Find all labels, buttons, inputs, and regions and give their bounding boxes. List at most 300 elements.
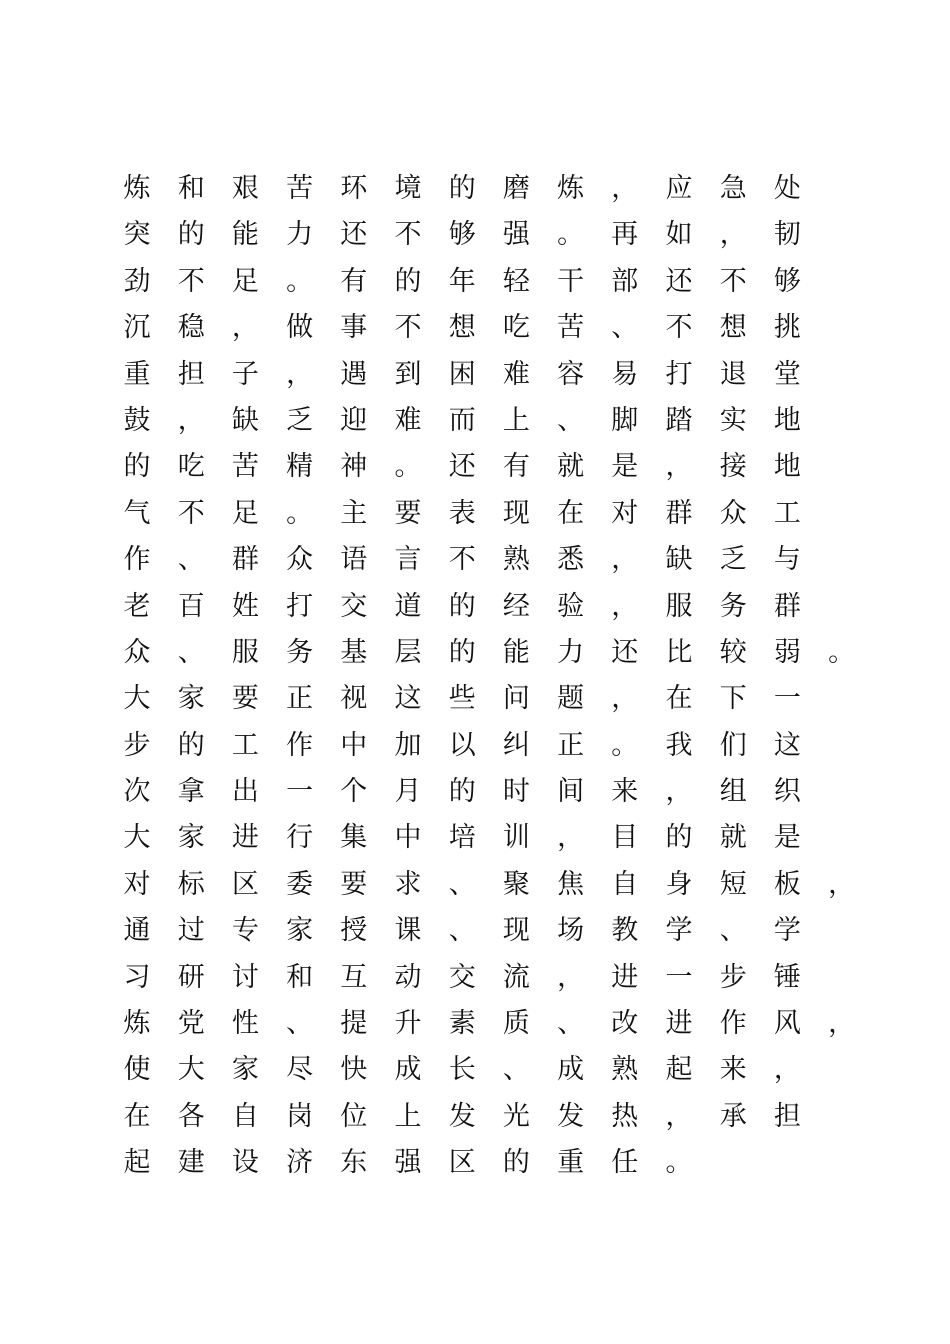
text-char: 有 <box>340 265 368 297</box>
text-char: 而 <box>448 404 476 436</box>
text-char: 对 <box>611 497 639 529</box>
text-char: 难 <box>394 404 422 436</box>
text-char: 进 <box>665 1008 693 1040</box>
text-char: 的 <box>665 822 693 854</box>
text-char: 能 <box>231 219 259 251</box>
text-char: 缺 <box>231 404 259 436</box>
text-char: 下 <box>719 683 747 715</box>
text-char: ， <box>665 776 693 808</box>
text-char: 建 <box>177 1147 205 1179</box>
text-char: 场 <box>557 915 585 947</box>
text-char: 大 <box>177 1054 205 1086</box>
text-char: 风 <box>773 1008 801 1040</box>
text-char: 乏 <box>719 544 747 576</box>
text-char: 够 <box>448 219 476 251</box>
text-char: 进 <box>611 961 639 993</box>
text-char: 炼 <box>123 1008 151 1040</box>
text-line <box>120 212 860 258</box>
text-char: 板 <box>773 868 801 900</box>
text-char: 一 <box>773 683 801 715</box>
text-char: 遇 <box>340 358 368 390</box>
text-char: 。 <box>828 636 856 668</box>
text-char: 再 <box>611 219 639 251</box>
text-char: 、 <box>448 915 476 947</box>
text-char: 出 <box>231 776 259 808</box>
text-char: 自 <box>611 868 639 900</box>
text-char: 想 <box>719 312 747 344</box>
text-char: 姓 <box>231 590 259 622</box>
text-char: 是 <box>611 451 639 483</box>
text-char: 和 <box>286 961 314 993</box>
text-char: 拿 <box>177 776 205 808</box>
text-line <box>120 166 860 212</box>
text-char: 乏 <box>286 404 314 436</box>
text-char: 的 <box>394 265 422 297</box>
text-char: 的 <box>177 219 205 251</box>
text-char: 吃 <box>177 451 205 483</box>
text-char: ， <box>611 173 639 204</box>
text-char: 流 <box>502 961 530 993</box>
text-char: 的 <box>123 451 151 483</box>
text-char: 通 <box>123 915 151 947</box>
text-char: 时 <box>502 776 530 808</box>
text-char: 工 <box>231 729 259 761</box>
text-char: 务 <box>719 590 747 622</box>
text-char: 。 <box>286 497 314 529</box>
text-char: 强 <box>394 1147 422 1179</box>
text-char: 实 <box>719 404 747 436</box>
text-char: 作 <box>719 1008 747 1040</box>
text-line <box>120 723 860 769</box>
text-char: 正 <box>286 683 314 715</box>
text-char: 服 <box>231 636 259 668</box>
text-char: 改 <box>611 1008 639 1040</box>
text-char: 与 <box>773 544 801 576</box>
text-char: 够 <box>773 265 801 297</box>
text-line <box>120 630 860 676</box>
text-char: 热 <box>611 1100 639 1132</box>
text-char: 道 <box>394 590 422 622</box>
text-char: 境 <box>394 173 422 204</box>
text-char: 足 <box>231 497 259 529</box>
text-char: 环 <box>340 173 368 204</box>
text-line <box>120 1047 860 1093</box>
text-char: 题 <box>557 683 585 715</box>
text-char: 能 <box>502 636 530 668</box>
text-char: 事 <box>340 312 368 344</box>
text-char: 艰 <box>231 173 259 204</box>
text-char: 难 <box>502 358 530 390</box>
text-char: 互 <box>340 961 368 993</box>
text-char: 过 <box>177 915 205 947</box>
text-char: 务 <box>286 636 314 668</box>
text-char: 标 <box>177 868 205 900</box>
text-char: 打 <box>286 590 314 622</box>
text-char: 语 <box>340 544 368 576</box>
text-char: 磨 <box>502 173 530 204</box>
text-char: 的 <box>448 590 476 622</box>
text-char: 不 <box>177 497 205 529</box>
text-char: 锤 <box>773 961 801 993</box>
text-char: 中 <box>340 729 368 761</box>
text-char: 、 <box>448 868 476 900</box>
text-char: 就 <box>719 822 747 854</box>
text-char: 基 <box>340 636 368 668</box>
text-char: 党 <box>177 1008 205 1040</box>
text-char: 授 <box>340 915 368 947</box>
text-char: 想 <box>448 312 476 344</box>
text-char: ， <box>665 451 693 483</box>
text-char: 这 <box>394 683 422 715</box>
text-char: 言 <box>394 544 422 576</box>
text-char: 地 <box>773 404 801 436</box>
text-char: 集 <box>340 822 368 854</box>
text-char: ， <box>773 1054 801 1086</box>
text-char: 重 <box>123 358 151 390</box>
text-char: 较 <box>719 636 747 668</box>
text-char: 退 <box>719 358 747 390</box>
text-char: 不 <box>719 265 747 297</box>
text-char: 苦 <box>231 451 259 483</box>
text-char: 挑 <box>773 312 801 344</box>
text-char: 自 <box>231 1100 259 1132</box>
text-char: 足 <box>231 265 259 297</box>
text-char: 到 <box>394 358 422 390</box>
text-char: 急 <box>719 173 747 204</box>
text-char: 委 <box>286 868 314 900</box>
text-char: 百 <box>177 590 205 622</box>
text-char: 求 <box>394 868 422 900</box>
text-char: 目 <box>611 822 639 854</box>
text-char: ， <box>231 312 259 344</box>
text-char: 对 <box>123 868 151 900</box>
text-char: ， <box>828 1008 856 1040</box>
text-char: 炼 <box>123 173 151 204</box>
text-char: ， <box>611 590 639 622</box>
text-char: 来 <box>611 776 639 808</box>
text-char: 来 <box>719 1054 747 1086</box>
text-char: 短 <box>719 868 747 900</box>
text-char: 尽 <box>286 1054 314 1086</box>
text-char: ， <box>557 961 585 993</box>
text-char: 课 <box>394 915 422 947</box>
text-char: ， <box>557 822 585 854</box>
text-char: 间 <box>557 776 585 808</box>
text-char: 纠 <box>502 729 530 761</box>
text-char: 缺 <box>665 544 693 576</box>
text-char: 吃 <box>502 312 530 344</box>
text-char: 、 <box>177 544 205 576</box>
text-char: 部 <box>611 265 639 297</box>
text-char: 担 <box>177 358 205 390</box>
text-char: 在 <box>665 683 693 715</box>
text-char: 还 <box>611 636 639 668</box>
text-char: 容 <box>557 358 585 390</box>
text-char: 升 <box>394 1008 422 1040</box>
text-char: 些 <box>448 683 476 715</box>
text-char: 神 <box>340 451 368 483</box>
text-line <box>120 1140 860 1186</box>
text-char: 接 <box>719 451 747 483</box>
text-char: 承 <box>719 1100 747 1132</box>
text-char: 还 <box>340 219 368 251</box>
text-char: 大 <box>123 822 151 854</box>
text-char: 、 <box>611 312 639 344</box>
text-char: 熟 <box>502 544 530 576</box>
text-line <box>120 259 860 305</box>
body-text <box>120 166 860 1187</box>
text-char: 迎 <box>340 404 368 436</box>
text-char: 众 <box>123 636 151 668</box>
text-char: 堂 <box>773 358 801 390</box>
text-char: ， <box>665 1100 693 1132</box>
text-line <box>120 862 860 908</box>
text-char: 作 <box>286 729 314 761</box>
text-char: 区 <box>448 1147 476 1179</box>
text-char: 鼓 <box>123 404 151 436</box>
text-char: 月 <box>394 776 422 808</box>
text-char: 大 <box>123 683 151 715</box>
text-char: 专 <box>231 915 259 947</box>
text-char: 教 <box>611 915 639 947</box>
text-char: ， <box>828 868 856 900</box>
text-line <box>120 352 860 398</box>
text-char: 打 <box>665 358 693 390</box>
text-char: 任 <box>611 1147 639 1179</box>
text-char: 的 <box>448 776 476 808</box>
text-char: 织 <box>773 776 801 808</box>
text-char: 要 <box>231 683 259 715</box>
text-line <box>120 444 860 490</box>
text-char: 子 <box>231 358 259 390</box>
text-char: 进 <box>231 822 259 854</box>
text-char: 长 <box>448 1054 476 1086</box>
text-char: 身 <box>665 868 693 900</box>
text-char: 验 <box>557 590 585 622</box>
text-char: 行 <box>286 822 314 854</box>
text-char: 脚 <box>611 404 639 436</box>
text-char: 中 <box>394 822 422 854</box>
text-char: 、 <box>719 915 747 947</box>
text-char: 训 <box>502 822 530 854</box>
text-char: 熟 <box>611 1054 639 1086</box>
text-char: 、 <box>502 1054 530 1086</box>
text-char: 。 <box>611 729 639 761</box>
text-char: 成 <box>394 1054 422 1086</box>
text-char: 担 <box>773 1100 801 1132</box>
text-char: 力 <box>557 636 585 668</box>
text-char: 这 <box>773 729 801 761</box>
text-line <box>120 584 860 630</box>
text-char: 苦 <box>557 312 585 344</box>
text-char: 们 <box>719 729 747 761</box>
text-char: 不 <box>394 219 422 251</box>
text-char: 如 <box>665 219 693 251</box>
text-char: 习 <box>123 961 151 993</box>
text-char: 。 <box>394 451 422 483</box>
text-char: 要 <box>394 497 422 529</box>
text-char: 苦 <box>286 173 314 204</box>
text-line <box>120 676 860 722</box>
text-char: 学 <box>665 915 693 947</box>
text-char: 、 <box>286 1008 314 1040</box>
text-char: 聚 <box>502 868 530 900</box>
text-char: 应 <box>665 173 693 204</box>
text-char: 讨 <box>231 961 259 993</box>
text-line <box>120 1001 860 1047</box>
text-line <box>120 908 860 954</box>
text-char: 群 <box>231 544 259 576</box>
text-char: 光 <box>502 1100 530 1132</box>
text-char: 作 <box>123 544 151 576</box>
text-char: 岗 <box>286 1100 314 1132</box>
text-char: 各 <box>177 1100 205 1132</box>
text-char: 家 <box>231 1054 259 1086</box>
text-char: 视 <box>340 683 368 715</box>
text-char: 表 <box>448 497 476 529</box>
text-char: 不 <box>394 312 422 344</box>
text-char: 济 <box>286 1147 314 1179</box>
text-char: 使 <box>123 1054 151 1086</box>
text-char: 在 <box>123 1100 151 1132</box>
text-char: 的 <box>177 729 205 761</box>
text-char: 。 <box>557 219 585 251</box>
text-char: 交 <box>340 590 368 622</box>
text-char: 还 <box>665 265 693 297</box>
text-char: 的 <box>502 1147 530 1179</box>
text-char: 的 <box>448 173 476 204</box>
text-char: 力 <box>286 219 314 251</box>
text-char: 家 <box>177 683 205 715</box>
text-char: ， <box>286 358 314 390</box>
text-char: 组 <box>719 776 747 808</box>
text-char: 层 <box>394 636 422 668</box>
text-char: 。 <box>286 265 314 297</box>
text-char: 步 <box>719 961 747 993</box>
text-char: 质 <box>502 1008 530 1040</box>
text-char: 群 <box>665 497 693 529</box>
text-char: 正 <box>557 729 585 761</box>
text-char: 提 <box>340 1008 368 1040</box>
text-char: 次 <box>123 776 151 808</box>
text-char: 还 <box>448 451 476 483</box>
text-char: 精 <box>286 451 314 483</box>
text-char: 韧 <box>773 219 801 251</box>
text-char: 一 <box>665 961 693 993</box>
text-char: 上 <box>394 1100 422 1132</box>
text-char: 群 <box>773 590 801 622</box>
text-char: 在 <box>557 497 585 529</box>
text-char: 是 <box>773 822 801 854</box>
text-char: 。 <box>665 1147 693 1179</box>
text-char: 就 <box>557 451 585 483</box>
text-char: 做 <box>286 312 314 344</box>
text-char: 经 <box>502 590 530 622</box>
text-char: 一 <box>286 776 314 808</box>
text-line <box>120 955 860 1001</box>
text-char: 炼 <box>557 173 585 204</box>
text-char: 学 <box>773 915 801 947</box>
text-char: 干 <box>557 265 585 297</box>
text-char: 不 <box>665 312 693 344</box>
text-char: 气 <box>123 497 151 529</box>
text-char: 、 <box>557 1008 585 1040</box>
text-char: 设 <box>231 1147 259 1179</box>
text-char: 困 <box>448 358 476 390</box>
text-line <box>120 305 860 351</box>
text-char: 成 <box>557 1054 585 1086</box>
text-char: 悉 <box>557 544 585 576</box>
text-char: 突 <box>123 219 151 251</box>
text-line <box>120 1094 860 1140</box>
text-line <box>120 398 860 444</box>
text-line <box>120 537 860 583</box>
text-line <box>120 769 860 815</box>
text-char: 有 <box>502 451 530 483</box>
text-char: ， <box>611 544 639 576</box>
text-char: 劲 <box>123 265 151 297</box>
text-char: 个 <box>340 776 368 808</box>
text-char: 以 <box>448 729 476 761</box>
text-char: 年 <box>448 265 476 297</box>
text-char: 动 <box>394 961 422 993</box>
text-char: 家 <box>286 915 314 947</box>
text-char: 交 <box>448 961 476 993</box>
text-char: 、 <box>177 636 205 668</box>
text-char: 重 <box>557 1147 585 1179</box>
text-char: ， <box>611 683 639 715</box>
text-char: 处 <box>773 173 801 204</box>
text-char: 和 <box>177 173 205 204</box>
text-char: 位 <box>340 1100 368 1132</box>
text-char: 弱 <box>773 636 801 668</box>
text-char: 加 <box>394 729 422 761</box>
text-char: ， <box>719 219 747 251</box>
text-char: 焦 <box>557 868 585 900</box>
text-char: 问 <box>502 683 530 715</box>
text-char: 地 <box>773 451 801 483</box>
text-char: 快 <box>340 1054 368 1086</box>
text-char: 比 <box>665 636 693 668</box>
text-char: 家 <box>177 822 205 854</box>
text-char: 踏 <box>665 404 693 436</box>
text-char: 发 <box>557 1100 585 1132</box>
text-char: 易 <box>611 358 639 390</box>
text-char: 老 <box>123 590 151 622</box>
text-char: ， <box>177 404 205 436</box>
text-char: 培 <box>448 822 476 854</box>
text-char: 研 <box>177 961 205 993</box>
text-char: 主 <box>340 497 368 529</box>
text-char: 起 <box>123 1147 151 1179</box>
text-char: 发 <box>448 1100 476 1132</box>
text-line <box>120 815 860 861</box>
text-char: 服 <box>665 590 693 622</box>
text-char: 区 <box>231 868 259 900</box>
text-char: 的 <box>448 636 476 668</box>
text-char: 东 <box>340 1147 368 1179</box>
text-char: 步 <box>123 729 151 761</box>
text-char: 上 <box>502 404 530 436</box>
text-char: 要 <box>340 868 368 900</box>
text-char: 性 <box>231 1008 259 1040</box>
text-char: 轻 <box>502 265 530 297</box>
text-char: 稳 <box>177 312 205 344</box>
text-char: 强 <box>502 219 530 251</box>
text-char: 众 <box>719 497 747 529</box>
text-char: 、 <box>557 404 585 436</box>
text-char: 工 <box>773 497 801 529</box>
